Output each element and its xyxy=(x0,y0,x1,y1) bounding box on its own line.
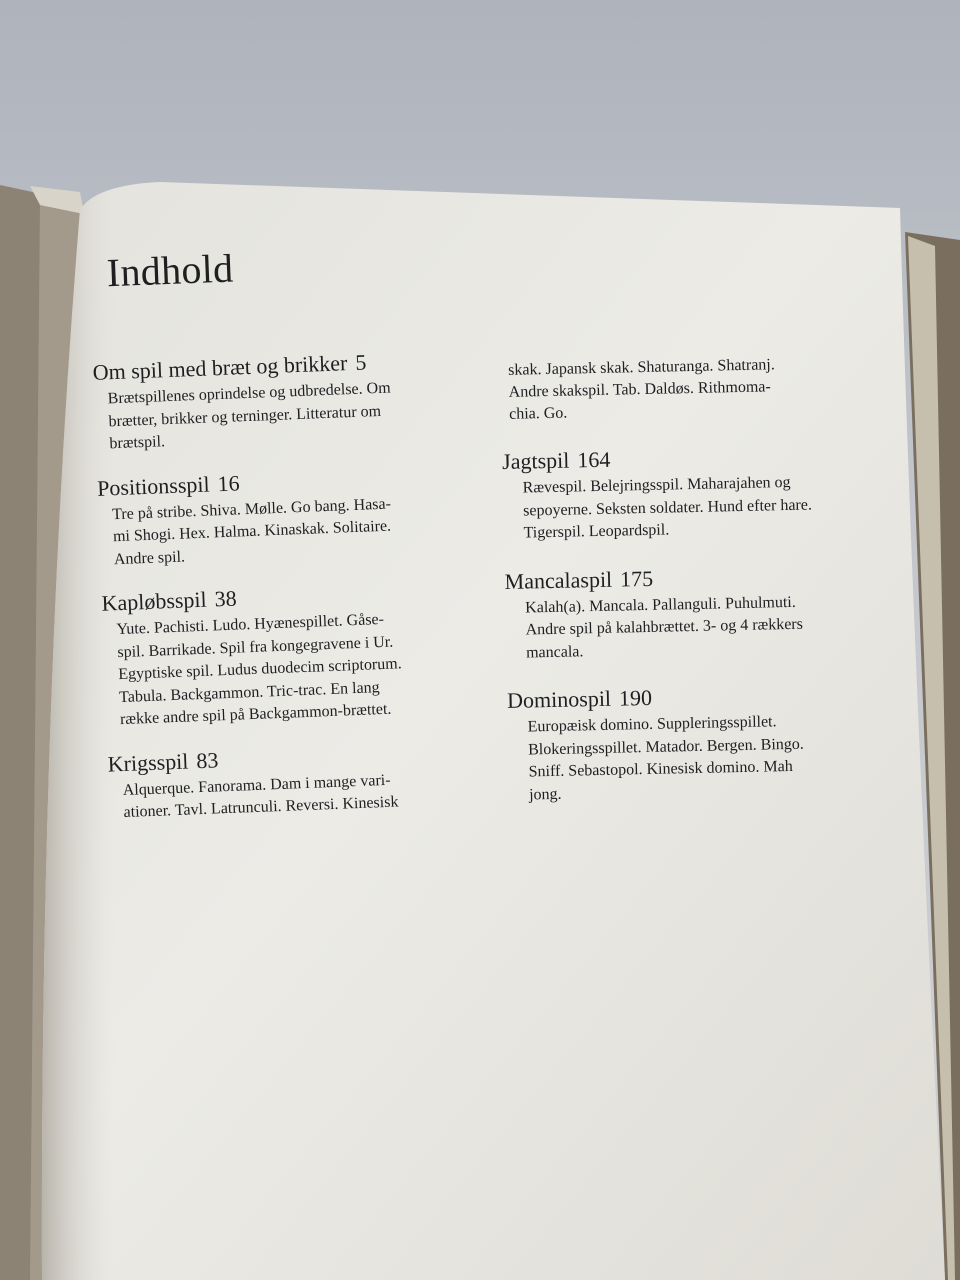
toc-entry-page: 38 xyxy=(214,585,238,612)
toc-line: Tre på stribe. Shiva. Mølle. Go bang. Hasa- xyxy=(111,495,392,523)
toc-entry-title: Jagtspil xyxy=(501,447,570,474)
toc-line: mi Shogi. Hex. Halma. Kinaskak. Solitaire. xyxy=(112,517,392,546)
toc-line: Tigerspil. Leopardspil. xyxy=(523,521,670,542)
right-column xyxy=(500,353,850,829)
toc-continuation xyxy=(508,353,841,426)
toc-line: sepoyerne. Seksten soldater. Hund efter hare. xyxy=(522,496,813,520)
toc-entry xyxy=(507,680,849,807)
toc-line: mancala. xyxy=(525,642,584,662)
toc-line: Blokeringsspillet. Matador. Bergen. Bingo. xyxy=(527,735,804,758)
toc-entry-description xyxy=(525,590,846,664)
toc-entry-page: 175 xyxy=(619,565,654,592)
toc-line: Andre spil på kalahbrættet. 3- og 4 rækkers xyxy=(525,615,804,639)
toc-line: chia. Go. xyxy=(508,404,568,423)
toc-line: Alquerque. Fanorama. Dam i mange vari- xyxy=(122,771,391,799)
toc-entry-title: Krigsspil xyxy=(107,748,189,777)
toc-entry-description xyxy=(527,710,849,807)
toc-entry-page: 5 xyxy=(354,349,367,375)
toc-entry xyxy=(101,575,486,732)
toc-line: Europæisk domino. Suppleringsspillet. xyxy=(527,713,777,736)
toc-line: Kalah(a). Mancala. Pallanguli. Puhulmuti. xyxy=(525,593,796,617)
toc-entry-description xyxy=(522,471,843,545)
toc-entry xyxy=(107,736,490,826)
toc-line: Yute. Pachisti. Ludo. Hyænespillet. Gåse- xyxy=(116,610,385,639)
toc-line: spil. Barrikade. Spil fra kongegravene i Ur. xyxy=(117,633,394,661)
toc-entry-heading xyxy=(504,560,845,595)
toc-entry xyxy=(92,344,475,456)
toc-entry xyxy=(97,460,480,572)
toc-line: Brætspillenes oprindelse og udbredelse. Om xyxy=(107,379,391,408)
toc-entry-heading xyxy=(502,441,843,476)
toc-entry-page: 16 xyxy=(217,469,240,496)
toc-entry-heading xyxy=(507,680,848,715)
toc-entry-title: Positionsspil xyxy=(96,471,211,501)
toc-line: Egyptiske spil. Ludus duodecim scriptorum. xyxy=(117,655,402,684)
toc-entry xyxy=(504,560,846,665)
toc-entry-title: Mancalaspil xyxy=(504,566,613,594)
toc-entry-title: Om spil med bræt og brikker xyxy=(92,350,348,385)
toc-line: Andre skakspil. Tab. Daldøs. Rithmoma- xyxy=(508,378,771,401)
toc-entry-description xyxy=(112,490,480,572)
toc-entry-title: Kapløbsspil xyxy=(101,586,208,616)
left-column xyxy=(88,235,491,843)
toc-line: ationer. Tavl. Latrunculi. Reversi. Kinesisk xyxy=(123,793,399,822)
toc-line: brætspil. xyxy=(109,433,166,453)
toc-line: Rævespil. Belejringsspil. Maharajahen og xyxy=(522,473,791,497)
toc-line: brætter, brikker og terninger. Litteratur om xyxy=(108,402,382,430)
toc-line: Tabula. Backgammon. Tric-trac. En lang xyxy=(118,678,380,706)
toc-entry-description xyxy=(116,605,486,731)
toc-entry-page: 190 xyxy=(618,684,653,711)
toc-entry-page: 83 xyxy=(195,746,219,773)
toc-entry-page: 164 xyxy=(577,446,611,473)
toc-line: Sniff. Sebastopol. Kinesisk domino. Mah xyxy=(528,757,793,781)
toc-entry-title: Dominospil xyxy=(506,685,612,713)
page-title: Indhold xyxy=(106,245,235,296)
toc-line: række andre spil på Backgammon-brættet. xyxy=(119,700,392,729)
toc-entry xyxy=(502,441,844,546)
toc-line: Andre spil. xyxy=(113,548,186,568)
toc-entry-description xyxy=(107,374,475,456)
toc-line: jong. xyxy=(528,785,562,803)
toc-line: skak. Japansk skak. Shaturanga. Shatranj. xyxy=(508,356,775,379)
